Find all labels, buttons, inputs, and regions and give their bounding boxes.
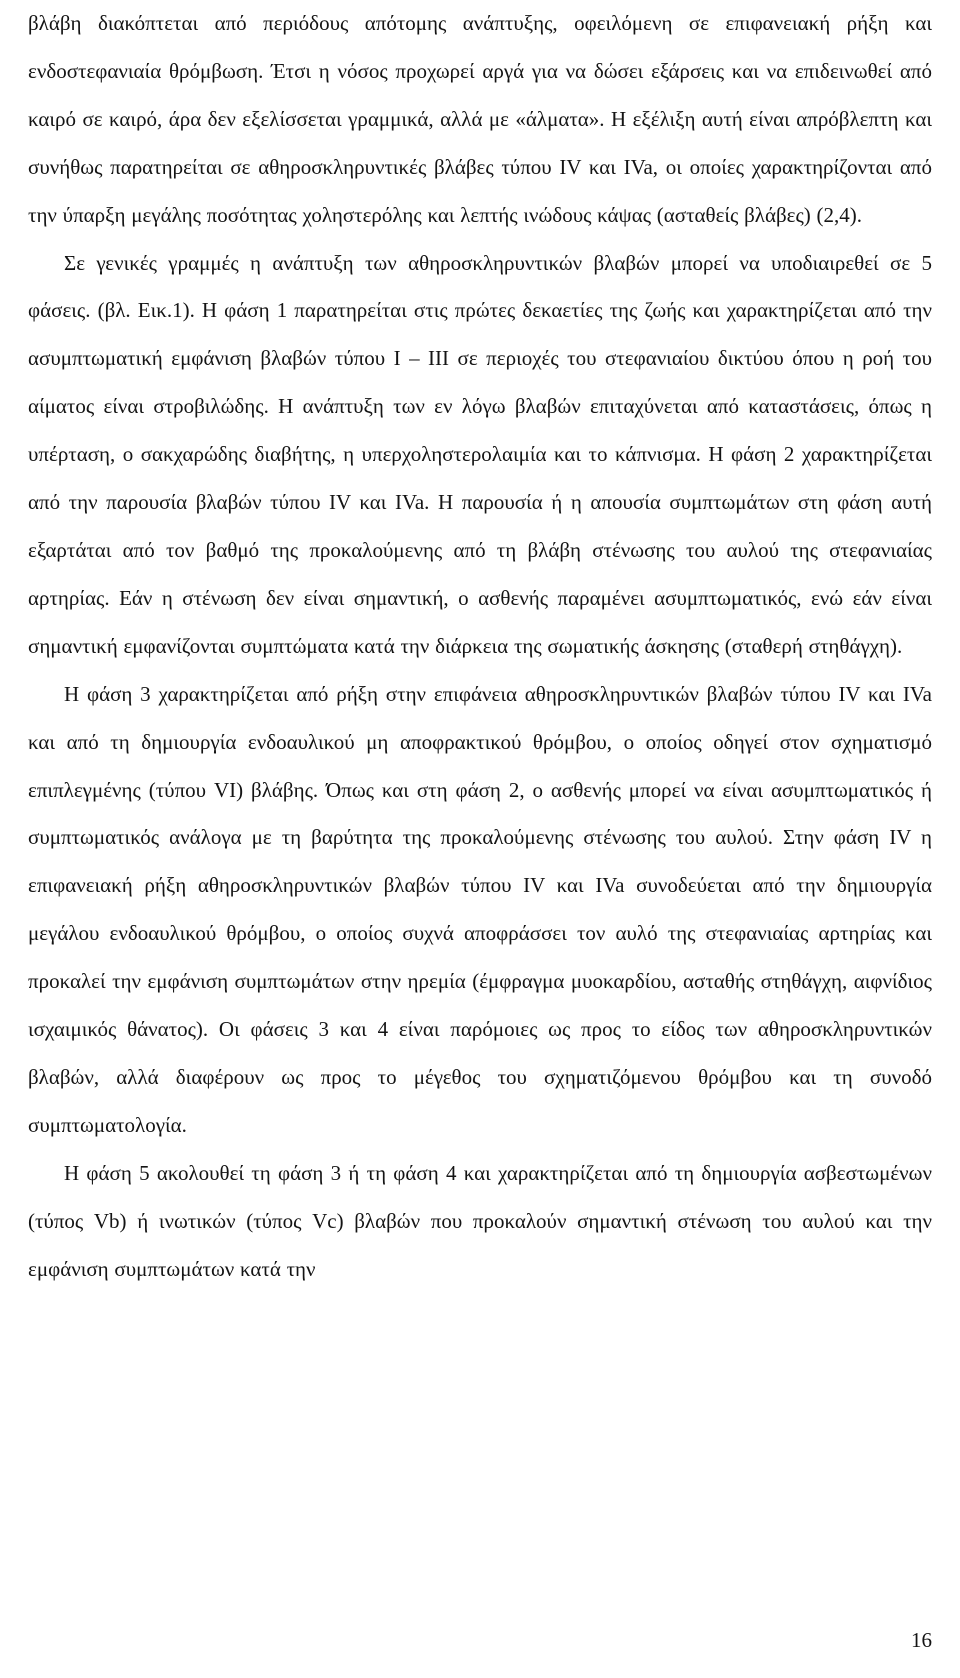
body-paragraph: βλάβη διακόπτεται από περιόδους απότομης ανάπτυξης, οφειλόμενη σε επιφανειακή ρήξη και ενδοστεφανιαία θρόμβωση. Έτσι η νόσος προχωρεί αργά για να δώσει εξάρσεις και να επιδεινωθεί από καιρό σε καιρό, άρα δεν εξελίσσεται γραμμικά, αλλά με «άλματα». Η εξέλιξη αυτή είναι απρόβλεπτη και συνήθως παρατηρείται σε αθηροσκληρυντικές βλάβες τύπου IV και IVa, οι οποίες χαρακτηρίζονται από την ύπαρξη μεγάλης ποσότητας χοληστερόλης και λεπτής ινώδους κάψας (ασταθείς βλάβες) (2,4). — [28, 11, 932, 227]
body-paragraph: Η φάση 3 χαρακτηρίζεται από ρήξη στην επιφάνεια αθηροσκληρυντικών βλαβών τύπου IV και IVa και από τη δημιουργία ενδοαυλικού μη αποφρακτικού θρόμβου, ο οποίος οδηγεί στον σχηματισμό επιπλεγμένης (τύπου VI) βλάβης. Όπως και στη φάση 2, ο ασθενής μπορεί να είναι ασυμπτωματικός ή συμπτωματικός ανάλογα με τη βαρύτητα της προκαλούμενης στένωσης του αυλού. Στην φάση IV η επιφανειακή ρήξη αθηροσκληρυντικών βλαβών τύπου IV και IVa συνοδεύεται από την δημιουργία μεγάλου ενδοαυλικού θρόμβου, ο οποίος συχνά αποφράσσει τον αυλό της στεφανιαίας αρτηρίας και προκαλεί την εμφάνιση συμπτωμάτων στην ηρεμία (έμφραγμα μυοκαρδίου, ασταθής στηθάγχη, αιφνίδιος ισχαιμικός θάνατος). Οι φάσεις 3 και 4 είναι παρόμοιες ως προς το είδος των αθηροσκληρυντικών βλαβών, αλλά διαφέρουν ως προς το μέγεθος του σχηματιζόμενου θρόμβου και τη συνοδό συμπτωματολογία. — [28, 681, 932, 1137]
document-page — [28, 0, 932, 1293]
body-paragraph: Η φάση 5 ακολουθεί τη φάση 3 ή τη φάση 4 και χαρακτηρίζεται από τη δημιουργία ασβεστωμένων (τύπος Vb) ή ινωτικών (τύπος Vc) βλαβών που προκαλούν σημαντική στένωση του αυλού και την εμφάνιση συμπτωμάτων κατά την — [28, 1160, 932, 1281]
body-paragraph: Σε γενικές γραμμές η ανάπτυξη των αθηροσκληρυντικών βλαβών μπορεί να υποδιαιρεθεί σε 5 φάσεις. (βλ. Εικ.1). Η φάση 1 παρατηρείται στις πρώτες δεκαετίες της ζωής και χαρακτηρίζεται από την ασυμπτωματική εμφάνιση βλαβών τύπου I – III σε περιοχές του στεφανιαίου δικτύου όπου η ροή του αίματος είναι στροβιλώδης. Η ανάπτυξη των εν λόγω βλαβών επιταχύνεται από καταστάσεις, όπως η υπέρταση, ο σακχαρώδης διαβήτης, η υπερχοληστερολαιμία και το κάπνισμα. Η φάση 2 χαρακτηρίζεται από την παρουσία βλαβών τύπου IV και IVa. Η παρουσία ή η απουσία συμπτωμάτων στη φάση αυτή εξαρτάται από τον βαθμό της προκαλούμενης από τη βλάβη στένωσης του αυλού της στεφανιαίας αρτηρίας. Εάν η στένωση δεν είναι σημαντική, ο ασθενής παραμένει ασυμπτωματικός, ενώ εάν είναι σημαντική εμφανίζονται συμπτώματα κατά την διάρκεια της σωματικής άσκησης (σταθερή στηθάγχη). — [28, 250, 932, 658]
page-number: 16 — [911, 1628, 932, 1652]
